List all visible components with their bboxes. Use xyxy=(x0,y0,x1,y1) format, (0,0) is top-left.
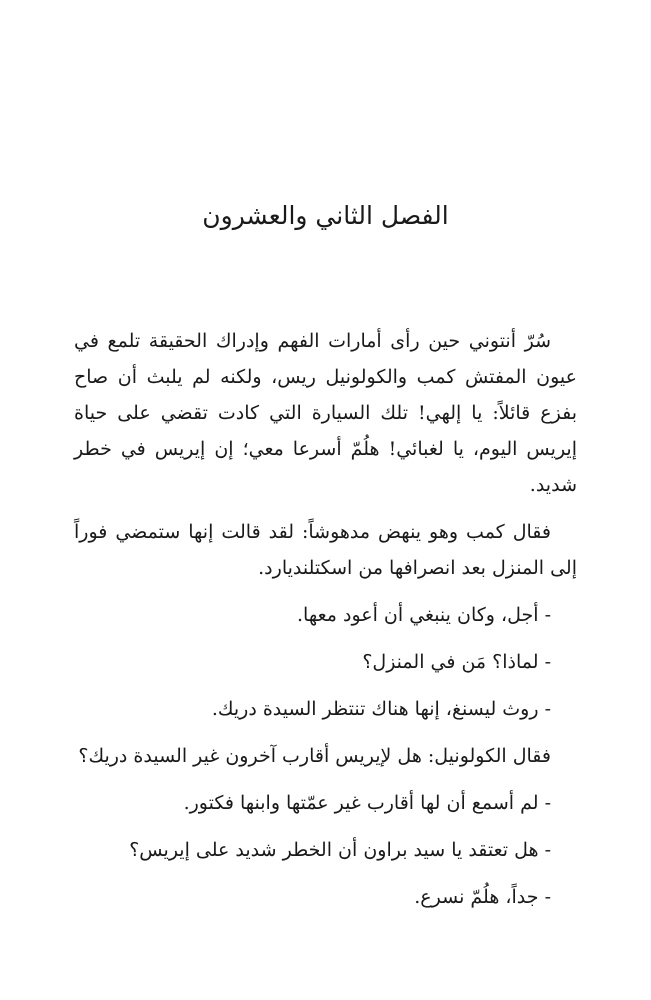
paragraph-opening: سُرّ أنتوني حين رأى أمارات الفهم وإدراك الحقيقة تلمع في عيون المفتش كمب والكولونيل ريس، ولكنه لم يلبث أن صاح بفزع قائلاً: يا إلهي! تلك السيارة التي كادت تقضي على حياة إيريس اليوم، يا لغبائي! هلُمّ أسرعا معي؛ إن إيريس في خطر شديد. xyxy=(74,330,577,496)
dialogue-line: - جداً، هلُمّ نسرع. xyxy=(414,886,551,908)
dialogue-line: - لم أسمع أن لها أقارب غير عمّتها وابنها فكتور. xyxy=(183,792,551,814)
dialogue-line: - لماذا؟ مَن في المنزل؟ xyxy=(362,651,551,673)
chapter-title: الفصل الثاني والعشرون xyxy=(202,201,449,230)
paragraph-colonel: فقال الكولونيل: هل لإيريس أقارب آخرون غير السيدة دريك؟ xyxy=(78,745,551,767)
dialogue-line: - هل تعتقد يا سيد براون أن الخطر شديد على إيريس؟ xyxy=(129,839,551,861)
paragraph-kemp: فقال كمب وهو ينهض مدهوشاً: لقد قالت إنها ستمضي فوراً إلى المنزل بعد انصرافها من اسكتلنديارد. xyxy=(74,521,577,579)
chapter-body xyxy=(74,323,577,926)
dialogue-line: - أجل، وكان ينبغي أن أعود معها. xyxy=(297,604,551,626)
dialogue-line: - روث ليسنغ، إنها هناك تنتظر السيدة دريك. xyxy=(211,698,551,720)
